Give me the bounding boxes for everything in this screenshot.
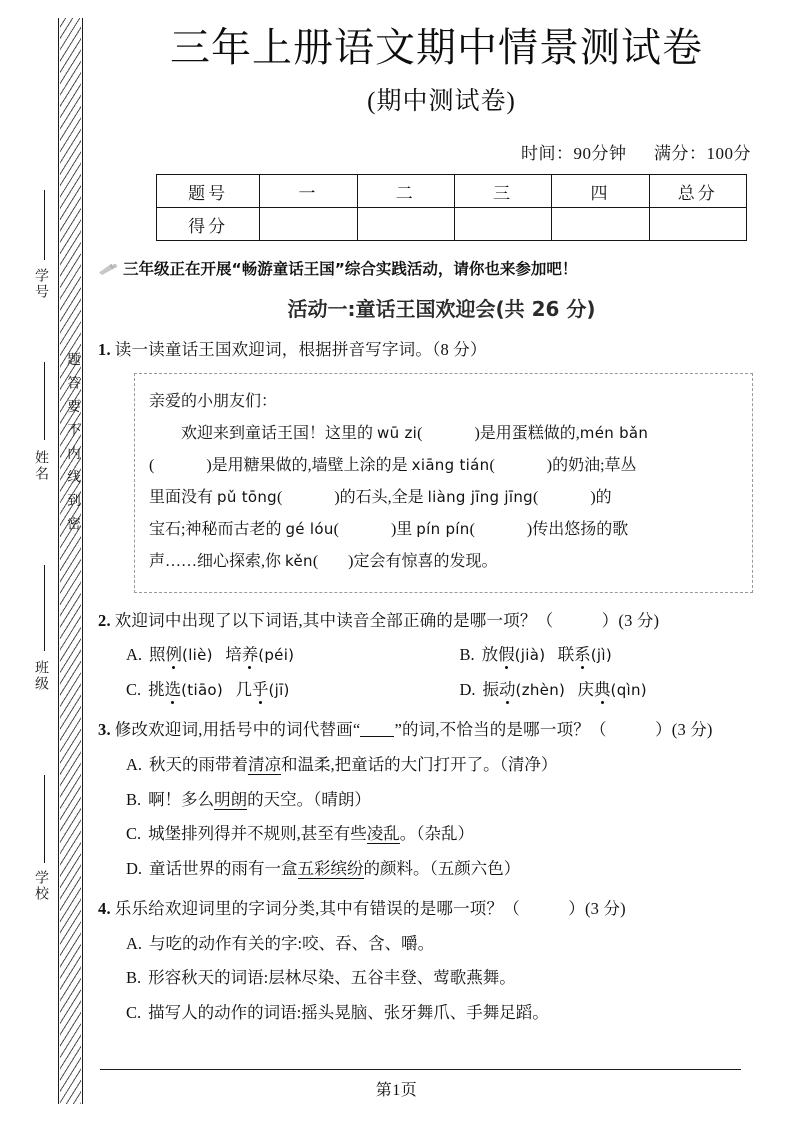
seal-label-student-id: 学号 bbox=[33, 268, 48, 300]
pinyin-men-ban: mén bǎn bbox=[579, 423, 649, 442]
option-text-post: 的颜料。（五颜六色） bbox=[363, 858, 521, 878]
welcome-line-3: 里面没有 pǔ tōng( )的石头,全是 liàng jīng jīng( )的 bbox=[149, 487, 612, 506]
page-subtitle: (期中测试卷) bbox=[367, 88, 516, 116]
question-2-number: 2. bbox=[98, 610, 111, 630]
seal-label-class: 班级 bbox=[33, 660, 48, 692]
option-text-pre: 城堡排列得并不规则,甚至有些 bbox=[148, 824, 367, 844]
option-pinyin: (liè) bbox=[182, 646, 213, 665]
welcome-line-2-a: 是用糖果做的,墙壁上涂的是 bbox=[211, 456, 412, 474]
option-text: 描写人的动作的词语:摇头晃脑、张牙舞爪、手舞足蹈。 bbox=[148, 1002, 549, 1022]
option-word: 庆 bbox=[577, 679, 595, 699]
question-3 bbox=[90, 717, 793, 881]
welcome-line-3-a: 里面没有 bbox=[149, 488, 218, 506]
option-pinyin: (jī) bbox=[268, 680, 290, 699]
welcome-salutation: 亲爱的小朋友们： bbox=[149, 392, 278, 410]
option-letter: B. bbox=[459, 645, 475, 665]
option-text-pre: 啊！多么 bbox=[148, 789, 215, 809]
option-letter: D. bbox=[126, 858, 143, 878]
question-4-number: 4. bbox=[98, 899, 111, 919]
option-pinyin: (péi) bbox=[258, 646, 295, 665]
welcome-line-3-c: 的 bbox=[595, 488, 612, 506]
option-a[interactable] bbox=[126, 642, 460, 668]
seal-label-name: 姓名 bbox=[33, 450, 48, 482]
option-word: 照 bbox=[149, 645, 166, 665]
pinyin-pu-tong: pǔ tōng bbox=[217, 487, 277, 506]
question-4-text-b: ）(3 分) bbox=[568, 899, 626, 919]
option-letter: C. bbox=[126, 824, 142, 844]
option-d[interactable] bbox=[126, 856, 793, 882]
question-3-text-a: 修改欢迎词,用括号中的词代替画“ bbox=[114, 720, 361, 740]
exam-total-score: 满分：100分 bbox=[654, 144, 751, 164]
question-3-text-b: ”的词,不恰当的是哪一项？（ bbox=[394, 720, 607, 740]
option-text-post: 。（杂乱） bbox=[399, 824, 475, 844]
score-table-wrap bbox=[90, 174, 793, 241]
option-letter: A. bbox=[126, 645, 143, 665]
option-dotted-char: 动 bbox=[499, 679, 516, 699]
pinyin-ge-lou: gé lóu bbox=[285, 519, 334, 538]
question-4-stem bbox=[98, 896, 793, 922]
option-c[interactable] bbox=[126, 677, 460, 703]
score-table-score-label: 得分 bbox=[157, 208, 260, 241]
option-underlined-word: 明朗 bbox=[214, 789, 248, 809]
welcome-line-5-b: 定会有惊喜的发现。 bbox=[353, 552, 498, 570]
option-dotted-char: 系 bbox=[574, 645, 591, 665]
pinyin-pin-pin: pín pín bbox=[416, 519, 470, 538]
option-a[interactable] bbox=[126, 752, 793, 778]
question-2-stem bbox=[98, 608, 793, 634]
exam-meta bbox=[90, 139, 793, 164]
question-3-number: 3. bbox=[98, 720, 111, 740]
score-table-header-cell: 四 bbox=[552, 175, 649, 208]
option-text-pre: 秋天的雨带着 bbox=[149, 755, 249, 774]
option-letter: D. bbox=[459, 679, 476, 699]
footer-divider bbox=[100, 1069, 741, 1070]
question-2-text-a: 欢迎词中出现了以下词语,其中读音全部正确的是哪一项？（ bbox=[114, 610, 554, 630]
option-b[interactable] bbox=[126, 787, 793, 813]
option-c[interactable] bbox=[126, 1000, 793, 1026]
question-2 bbox=[90, 608, 793, 703]
seal-line-notice: 题答要不内线到密 bbox=[65, 352, 80, 540]
activity-intro bbox=[90, 257, 793, 279]
score-table-header-cell: 三 bbox=[454, 175, 551, 208]
option-row bbox=[126, 677, 793, 703]
seal-divider-line bbox=[44, 565, 45, 651]
option-pinyin: (jià) bbox=[514, 646, 546, 665]
score-table bbox=[156, 174, 747, 241]
table-row bbox=[157, 208, 747, 241]
score-input-cell[interactable] bbox=[357, 208, 454, 241]
option-word: 联 bbox=[557, 645, 575, 665]
question-1 bbox=[90, 337, 793, 593]
table-row bbox=[157, 175, 747, 208]
seal-margin bbox=[0, 0, 90, 1122]
question-3-stem bbox=[98, 717, 793, 743]
page-footer: 第1页 bbox=[375, 1082, 418, 1099]
option-underlined-word: 清凉 bbox=[248, 755, 282, 774]
pinyin-wu-zi: wū zi bbox=[377, 423, 418, 442]
option-dotted-char: 假 bbox=[498, 645, 515, 665]
exam-time: 时间：90分钟 bbox=[521, 144, 627, 164]
welcome-line-4-c: 传出悠扬的歌 bbox=[532, 520, 629, 538]
option-row bbox=[126, 642, 793, 668]
pinyin-ken: kěn bbox=[285, 551, 313, 570]
option-text: 与吃的动作有关的字:咬、吞、含、嚼。 bbox=[149, 933, 435, 953]
question-2-options bbox=[98, 642, 793, 702]
welcome-line-5: 声……细心探索,你 kěn( )定会有惊喜的发现。 bbox=[149, 551, 498, 570]
score-table-header-cell: 一 bbox=[260, 175, 357, 208]
question-2-text-b: ）(3 分) bbox=[601, 610, 660, 630]
page-title: 三年上册语文期中情景测试卷 bbox=[170, 25, 703, 70]
seal-divider-line bbox=[44, 775, 45, 863]
option-word: 培 bbox=[225, 645, 242, 665]
option-b[interactable] bbox=[126, 965, 793, 991]
option-a[interactable] bbox=[126, 931, 793, 957]
score-table-header-cell: 总分 bbox=[649, 175, 746, 208]
option-letter: A. bbox=[126, 755, 143, 774]
question-1-text: 读一读童话王国欢迎词，根据拼音写字词。（8 分） bbox=[114, 340, 487, 360]
welcome-line-4-a: 宝石;神秘而古老的 bbox=[149, 520, 286, 538]
question-3-text-c: ）(3 分) bbox=[655, 720, 713, 740]
activity-title: 活动一:童话王国欢迎会(共 26 分) bbox=[287, 297, 596, 322]
activity-intro-text: 三年级正在开展“畅游童话王国”综合实践活动，请你也来参加吧！ bbox=[123, 260, 578, 279]
option-pinyin: (qìn) bbox=[610, 680, 647, 699]
question-4-options bbox=[98, 931, 793, 1026]
option-pinyin: (tiāo) bbox=[181, 680, 224, 699]
score-table-header-cell: 二 bbox=[357, 175, 454, 208]
welcome-letter-box bbox=[134, 373, 753, 593]
score-input-cell[interactable] bbox=[260, 208, 357, 241]
option-dotted-char: 乎 bbox=[251, 679, 269, 699]
question-1-number: 1. bbox=[98, 340, 111, 360]
option-text-post: 的天空。（晴朗） bbox=[247, 789, 371, 809]
option-dotted-char: 例 bbox=[165, 645, 183, 665]
welcome-line-1-a: 欢迎来到童话王国！这里的 bbox=[181, 424, 378, 442]
seal-divider-line bbox=[44, 362, 45, 440]
welcome-line-4: 宝石;神秘而古老的 gé lóu( )里 pín pín( )传出悠扬的歌 bbox=[149, 519, 629, 538]
pinyin-xiang-tian: xiāng tián bbox=[411, 455, 490, 474]
option-letter: B. bbox=[126, 789, 142, 809]
option-pinyin: (zhèn) bbox=[515, 680, 566, 699]
option-c[interactable] bbox=[126, 821, 793, 847]
option-word: 几 bbox=[235, 679, 252, 699]
option-d[interactable] bbox=[460, 677, 793, 703]
score-table-header-label: 题号 bbox=[157, 175, 260, 208]
score-input-cell[interactable] bbox=[649, 208, 746, 241]
option-letter: B. bbox=[126, 968, 142, 988]
question-3-options bbox=[98, 752, 793, 881]
pencil-icon bbox=[98, 262, 117, 275]
option-b[interactable] bbox=[460, 642, 793, 668]
welcome-line-3-b: 的石头,全是 bbox=[339, 488, 428, 506]
answer-blank[interactable] bbox=[520, 899, 568, 918]
seal-divider-line bbox=[44, 190, 45, 260]
question-4-text-a: 乐乐给欢迎词里的字词分类,其中有错误的是哪一项？（ bbox=[114, 899, 520, 919]
option-underlined-word: 凌乱 bbox=[366, 824, 400, 844]
score-input-cell[interactable] bbox=[454, 208, 551, 241]
answer-blank[interactable] bbox=[607, 720, 655, 739]
score-input-cell[interactable] bbox=[552, 208, 649, 241]
welcome-line-2: ( )是用糖果做的,墙壁上涂的是 xiāng tián( )的奶油;草丛 bbox=[149, 455, 637, 474]
option-letter: C. bbox=[126, 1002, 142, 1022]
seal-hatching bbox=[60, 18, 81, 1104]
question-1-stem bbox=[98, 337, 793, 363]
margin-rule-outer bbox=[58, 18, 59, 1104]
pinyin-liang-jing-jing: liàng jīng jīng bbox=[427, 487, 533, 506]
welcome-line-4-b: 里 bbox=[396, 520, 417, 538]
option-word: 挑 bbox=[148, 679, 165, 699]
seal-label-school: 学校 bbox=[33, 870, 48, 902]
option-word: 振 bbox=[482, 679, 500, 699]
welcome-line-1: 欢迎来到童话王国！这里的 wū zi( )是用蛋糕做的,mén bǎn bbox=[181, 423, 649, 442]
underline-placeholder bbox=[360, 736, 394, 737]
option-text-pre: 童话世界的雨有一盒 bbox=[149, 858, 298, 878]
question-4 bbox=[90, 896, 793, 1025]
margin-rule-inner bbox=[82, 18, 83, 1104]
option-letter: C. bbox=[126, 679, 142, 699]
welcome-line-1-b: 是用蛋糕做的, bbox=[479, 424, 580, 442]
option-letter: A. bbox=[126, 933, 143, 953]
option-underlined-word: 五彩缤纷 bbox=[297, 858, 364, 878]
answer-blank[interactable] bbox=[553, 611, 601, 630]
option-pinyin: (jì) bbox=[590, 646, 612, 665]
option-word: 放 bbox=[481, 645, 499, 665]
option-dotted-char: 典 bbox=[594, 679, 611, 699]
welcome-line-2-b: 的奶油;草丛 bbox=[552, 456, 637, 474]
option-text: 形容秋天的词语:层林尽染、五谷丰登、莺歌燕舞。 bbox=[148, 968, 516, 988]
option-dotted-char: 养 bbox=[241, 645, 259, 665]
paper-content bbox=[90, 0, 793, 1122]
option-dotted-char: 选 bbox=[164, 679, 182, 699]
welcome-line-5-a: 声……细心探索,你 bbox=[149, 552, 286, 570]
option-text-post: 和温柔,把童话的大门打开了。（清净） bbox=[281, 755, 558, 774]
